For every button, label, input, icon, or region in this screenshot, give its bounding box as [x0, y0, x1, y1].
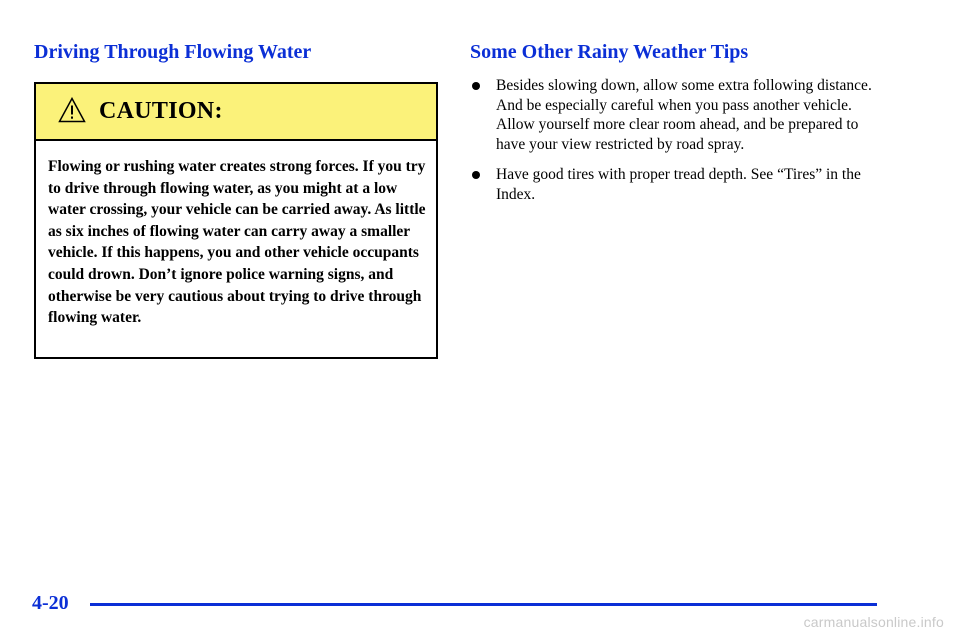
bullet-icon	[472, 82, 480, 90]
caution-header	[36, 84, 436, 141]
list-item	[470, 76, 890, 154]
bullet-icon	[472, 171, 480, 179]
watermark: carmanualsonline.info	[803, 614, 944, 630]
tip-text: Have good tires with proper tread depth. See “Tires” in the Index.	[496, 166, 861, 203]
section-heading-rainy-tips: Some Other Rainy Weather Tips	[470, 41, 749, 63]
caution-title: CAUTION:	[99, 98, 223, 124]
page-number: 4-20	[32, 592, 69, 614]
caution-box	[34, 82, 438, 359]
tip-text: Besides slowing down, allow some extra following distance. And be especially careful when you pass another vehicle. Allow yourself more clear room ahead, and be prepared to have your view restricted by road spray.	[496, 77, 872, 153]
warning-triangle-icon	[58, 97, 86, 123]
tips-list	[470, 76, 890, 205]
list-item	[470, 165, 890, 204]
caution-text: Flowing or rushing water creates strong forces. If you try to drive through flowing water, as you might at a low water crossing, your vehicle can be carried away. As little as six inches of flowing water can carry away a smaller vehicle. If this happens, you and other vehicle occupants could drown. Don’t ignore police warning signs, and otherwise be very cautious about trying to drive through flowing water.	[48, 158, 426, 327]
footer-rule	[90, 603, 877, 606]
section-heading-flowing-water: Driving Through Flowing Water	[34, 41, 312, 63]
